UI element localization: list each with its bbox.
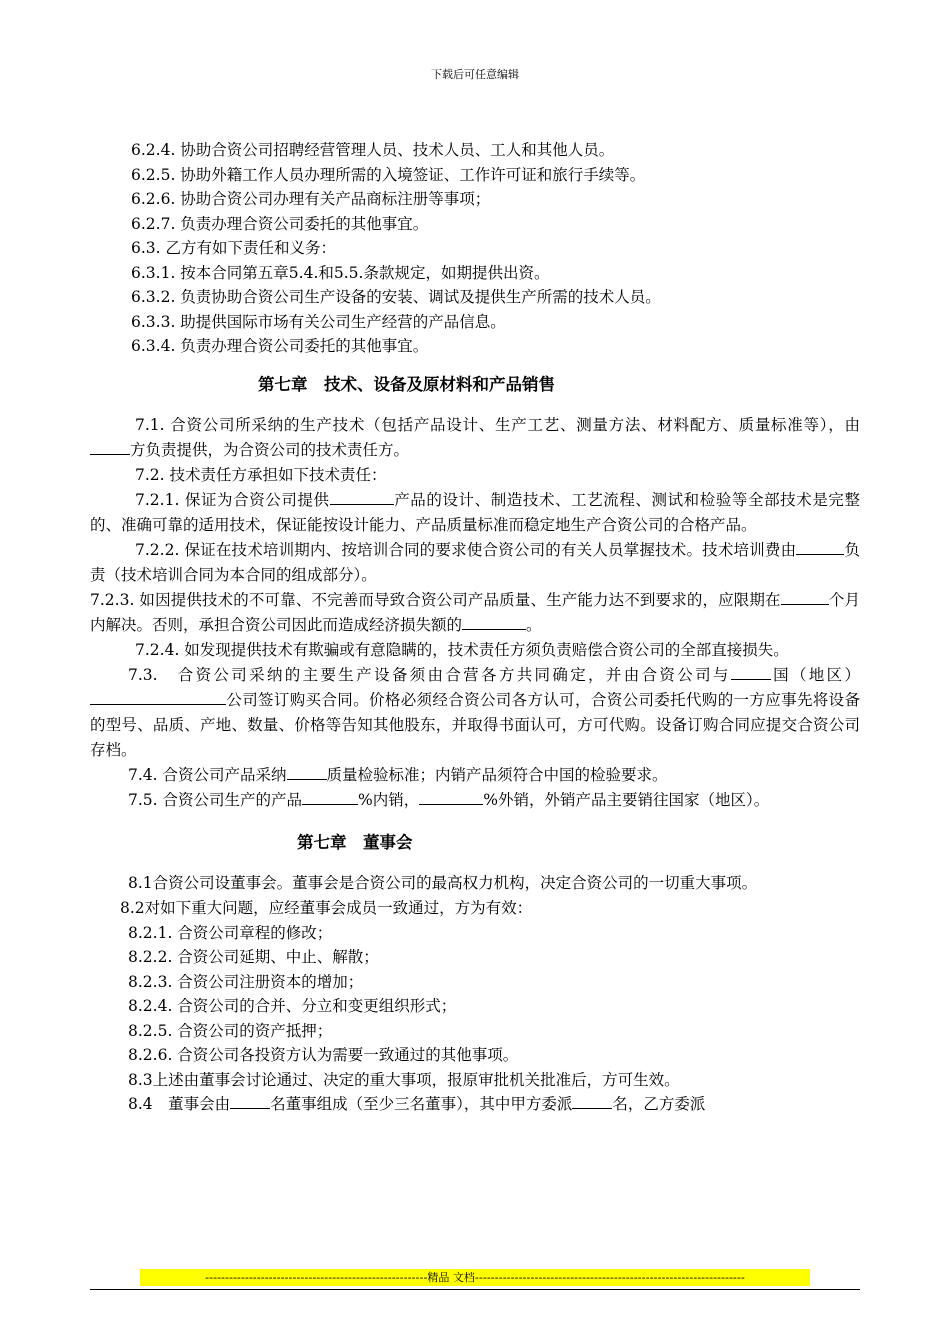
clause-7-2-2 [90, 538, 860, 588]
clause-text: 7.1. 合资公司所采纳的生产技术（包括产品设计、生产工艺、测量方法、材料配方、质量标准等），由 [135, 415, 860, 434]
blank-field [302, 788, 358, 805]
clause-text: 名董事组成（至少三名董事），其中甲方委派 [270, 1095, 573, 1113]
list-item: 6.3. 乙方有如下责任和义务： [131, 239, 337, 257]
clause-7-2-1 [90, 488, 860, 538]
blank-field [230, 1092, 270, 1109]
list-item: 6.3.4. 负责办理合资公司委托的其他事宜。 [131, 337, 429, 355]
clause-7-5 [90, 788, 860, 813]
clause-text: 方负责提供，为合资公司的技术责任方。 [130, 440, 410, 459]
clause-text: 质量检验标准；内销产品须符合中国的检验要求。 [326, 765, 668, 784]
list-item: 6.3.2. 负责协助合资公司生产设备的安装、调试及提供生产所需的技术人员。 [131, 288, 661, 306]
clause-text: 公司签订购买合同。价格必须经合资公司各方认可，合资公司委托代购的一方应事先将设备的型号、品质、产地、数量、价格等告知其他股东，并取得书面认可，方可代购。设备订购合同应提交合资公司存档。 [90, 690, 860, 759]
page-header: 下载后可任意编辑 [431, 68, 519, 81]
blank-field [419, 788, 483, 805]
blank-field [90, 688, 226, 705]
clause-text: 7.3. 合资公司采纳的主要生产设备须由合营各方共同确定，并由合资公司与 [128, 665, 731, 684]
clause-7-2-4: 7.2.4. 如发现提供技术有欺骗或有意隐瞒的，技术责任方须负责赔偿合资公司的全部直接损失。 [135, 640, 789, 659]
chapter-8-heading: 第七章 董事会 [297, 832, 413, 852]
list-item: 6.3.3. 助提供国际市场有关公司生产经营的产品信息。 [131, 312, 506, 331]
clause-text: 负责（技术培训合同为本合同的组成部分）。 [90, 540, 860, 584]
list-item: 8.2.4. 合资公司的合并、分立和变更组织形式； [128, 997, 457, 1015]
list-item: 8.2.1. 合资公司章程的修改； [128, 923, 333, 942]
clause-7-4 [90, 763, 860, 788]
clause-7-2-3 [90, 588, 860, 638]
clause-text: 。 [526, 615, 542, 634]
blank-field [462, 613, 526, 630]
clause-text: 7.5. 合资公司生产的产品 [128, 790, 303, 809]
list-item: 6.2.6. 协助合资公司办理有关产品商标注册等事项； [131, 190, 491, 208]
list-item: 6.2.7. 负责办理合资公司委托的其他事宜。 [131, 214, 429, 233]
list-item: 6.2.5. 协助外籍工作人员办理所需的入境签证、工作许可证和旅行手续等。 [131, 165, 646, 184]
clause-text: 7.4. 合资公司产品采纳 [128, 765, 287, 784]
clause-7-2: 7.2. 技术责任方承担如下技术责任： [135, 465, 387, 484]
list-item: 8.2.2. 合资公司延期、中止、解散； [128, 948, 379, 966]
footer-banner: --------------------------------------------------------精品 文档-------------------------------------------------------------------- [140, 1269, 810, 1286]
clause-text: %外销，外销产品主要销往国家（地区）。 [483, 790, 770, 809]
clause-8-4 [90, 1092, 860, 1117]
blank-field [781, 588, 829, 605]
clause-text: 国（地区） [770, 665, 860, 684]
blank-field [731, 663, 771, 680]
list-item: 6.3.1. 按本合同第五章5.4.和5.5.条款规定，如期提供出资。 [131, 263, 550, 282]
chapter-7-heading: 第七章 技术、设备及原材料和产品销售 [258, 374, 555, 394]
clause-text: 个月内解决。否则，承担合资公司因此而造成经济损失额的 [90, 590, 860, 634]
blank-field [90, 438, 130, 455]
blank-field [572, 1092, 612, 1109]
footer-divider [90, 1289, 860, 1290]
list-item: 8.2.5. 合资公司的资产抵押； [128, 1021, 333, 1040]
clause-8-1: 8.1合资公司设董事会。董事会是合资公司的最高权力机构，决定合资公司的一切重大事项。 [128, 873, 758, 892]
clause-text: 7.2.3. 如因提供技术的不可靠、不完善而导致合资公司产品质量、生产能力达不到要求的，应限期在 [90, 590, 781, 609]
clause-8-3: 8.3上述由董事会讨论通过、决定的重大事项，报原审批机关批准后，方可生效。 [128, 1070, 680, 1089]
blank-field [287, 763, 327, 780]
blank-field [330, 488, 394, 505]
clause-text: 7.2.2. 保证在技术培训期内、按培训合同的要求使合资公司的有关人员掌握技术。技术培训费由 [135, 540, 797, 559]
clause-text: 产品的设计、制造技术、工艺流程、测试和检验等全部技术是完整的、准确可靠的适用技术，保证能按设计能力、产品质量标准而稳定地生产合资公司的合格产品。 [90, 490, 860, 534]
section-6-list [90, 138, 860, 359]
clause-8-2: 8.2对如下重大问题，应经董事会成员一致通过，方为有效： [120, 898, 533, 917]
list-item: 8.2.3. 合资公司注册资本的增加； [128, 972, 364, 991]
clause-8-2-list [90, 921, 860, 1068]
blank-field [796, 538, 844, 555]
list-item: 6.2.4. 协助合资公司招聘经营管理人员、技术人员、工人和其他人员。 [131, 141, 615, 159]
list-item: 8.2.6. 合资公司各投资方认为需要一致通过的其他事项。 [128, 1046, 519, 1064]
clause-text: %内销， [358, 790, 420, 809]
clause-7-1 [90, 413, 860, 463]
clause-7-3 [90, 663, 860, 763]
clause-text: 7.2.1. 保证为合资公司提供 [135, 490, 330, 509]
clause-text: 8.4 董事会由 [128, 1095, 231, 1113]
clause-text: 名，乙方委派 [612, 1095, 706, 1113]
document-body [90, 138, 860, 1117]
